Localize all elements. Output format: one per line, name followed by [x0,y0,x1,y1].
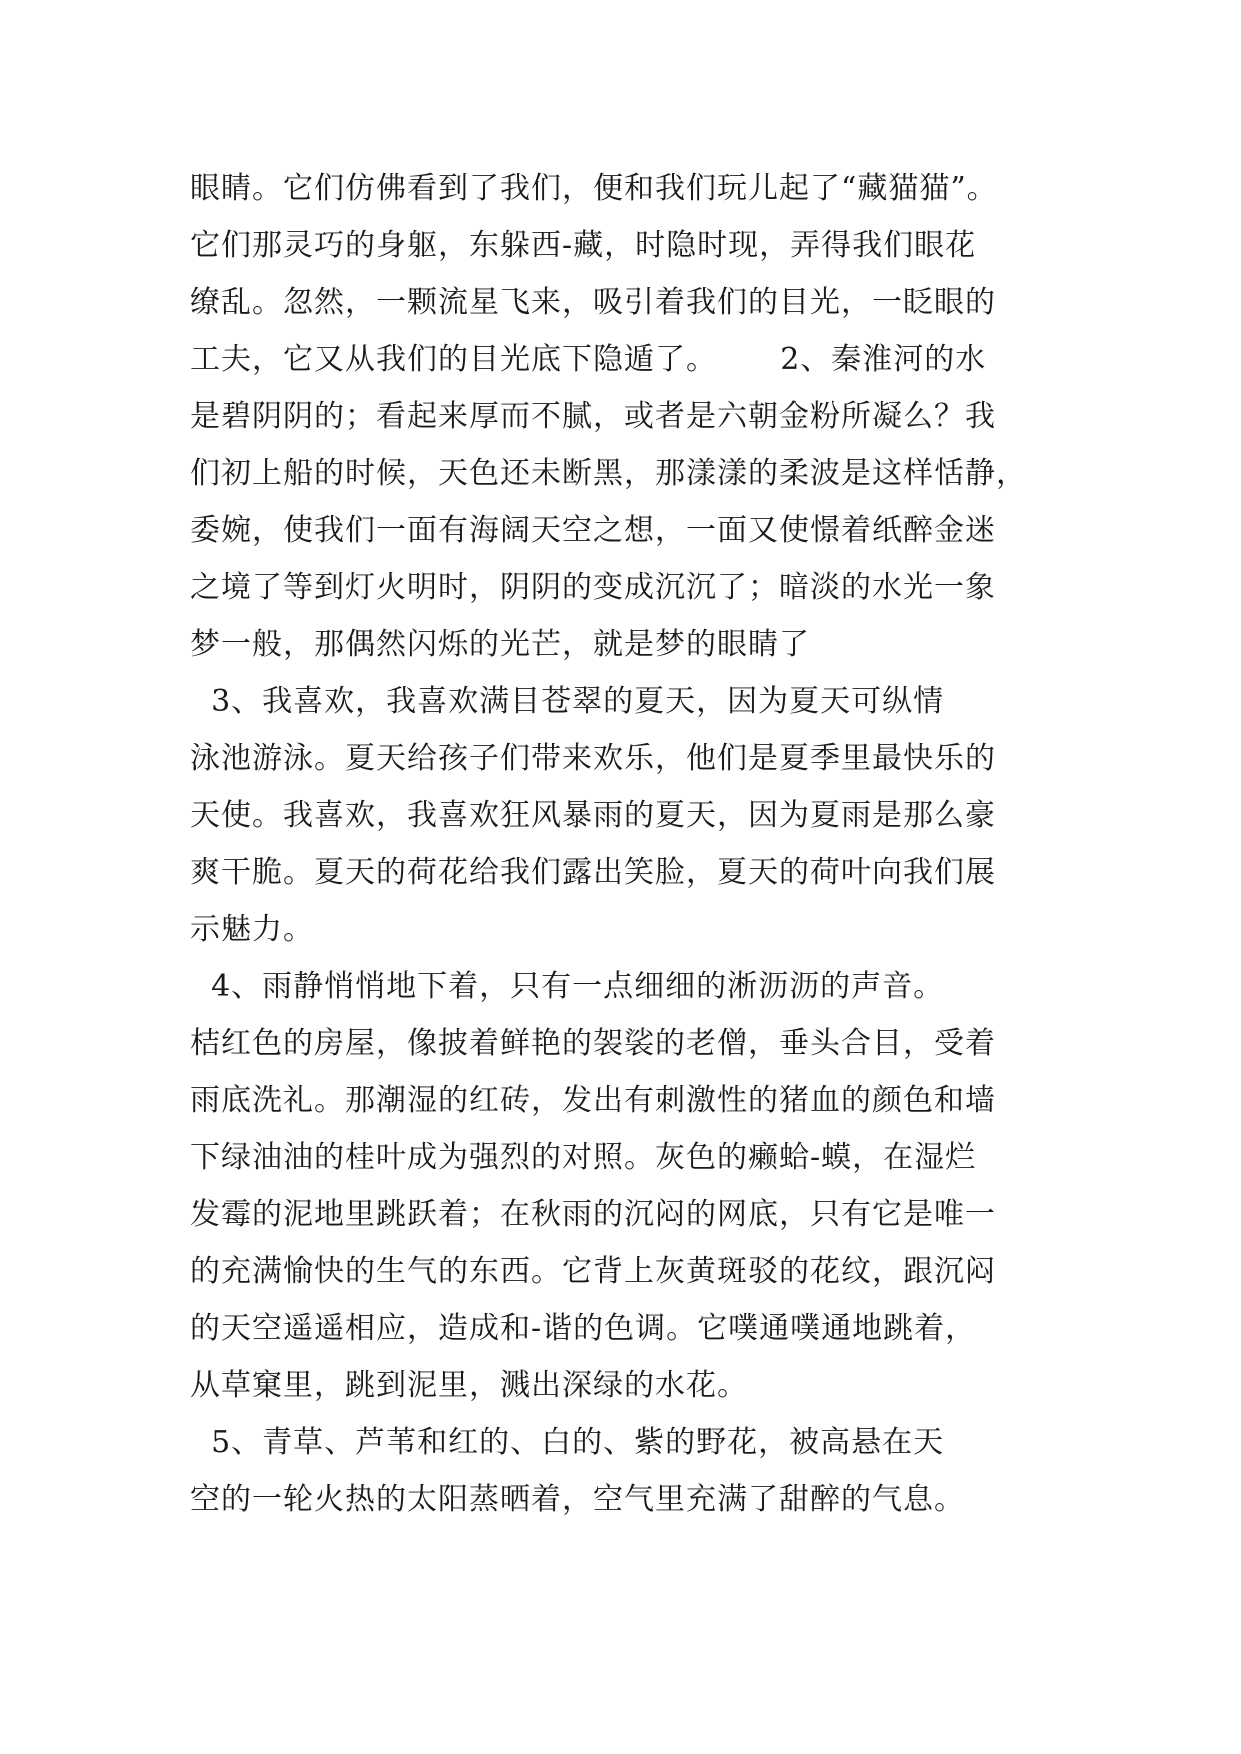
text-line: 桔红色的房屋，像披着鲜艳的袈裟的老僧，垂头合目，受着 [190,1026,996,1061]
paragraph-3 [190,958,1070,1414]
text-line: 的充满愉快的生气的东西。它背上灰黄斑驳的花纹，跟沉闷 [190,1254,996,1289]
text-line: 从草窠里，跳到泥里，溅出深绿的水花。 [190,1368,748,1403]
text-line: 天使。我喜欢，我喜欢狂风暴雨的夏天，因为夏雨是那么豪 [190,798,996,833]
text-line: 它们那灵巧的身躯，东躲西-藏，时隐时现，弄得我们眼花 [190,228,977,263]
text-line: 发霉的泥地里跳跃着；在秋雨的沉闷的网底，只有它是唯一 [190,1197,996,1232]
paragraph-4 [190,1414,1070,1528]
text-line: 梦一般，那偶然闪烁的光芒，就是梦的眼睛了 [190,627,810,662]
text-line: 眼睛。它们仿佛看到了我们，便和我们玩儿起了“藏猫猫”。 [190,171,998,206]
text-line: 爽干脆。夏天的荷花给我们露出笑脸，夏天的荷叶向我们展 [190,855,996,890]
text-line: 雨底洗礼。那潮湿的红砖，发出有刺激性的猪血的颜色和墙 [190,1083,996,1118]
text-line: 之境了等到灯火明时，阴阴的变成沉沉了；暗淡的水光一象 [190,570,996,605]
text-line: 示魅力。 [190,912,314,947]
text-line: 空的一轮火热的太阳蒸晒着，空气里充满了甜醉的气息。 [190,1482,965,1517]
text-line: 的天空遥遥相应，造成和-谐的色调。它噗通噗通地跳着， [190,1311,977,1346]
text-line: 是碧阴阴的；看起来厚而不腻，或者是六朝金粉所凝么？我 [190,399,996,434]
text-line: 们初上船的时候，天色还未断黑，那漾漾的柔波是这样恬静， [190,456,1027,491]
text-line: 下绿油油的桂叶成为强烈的对照。灰色的癞蛤-蟆，在湿烂 [190,1140,977,1175]
text-line: 4、雨静悄悄地下着，只有一点细细的淅沥沥的声音。 [190,969,945,1004]
text-line: 泳池游泳。夏天给孩子们带来欢乐，他们是夏季里最快乐的 [190,741,996,776]
paragraph-2 [190,673,1070,958]
text-line: 委婉，使我们一面有海阔天空之想，一面又使憬着纸醉金迷 [190,513,996,548]
text-line: 5、青草、芦苇和红的、白的、紫的野花，被高悬在天 [190,1425,945,1460]
text-line: 缭乱。忽然，一颗流星飞来，吸引着我们的目光，一眨眼的 [190,285,996,320]
body-text [190,160,1070,1528]
paragraph-1 [190,160,1070,673]
text-line: 3、我喜欢，我喜欢满目苍翠的夏天，因为夏天可纵情 [190,684,945,719]
text-line: 工夫，它又从我们的目光底下隐遁了。 2、秦淮河的水 [190,342,987,377]
